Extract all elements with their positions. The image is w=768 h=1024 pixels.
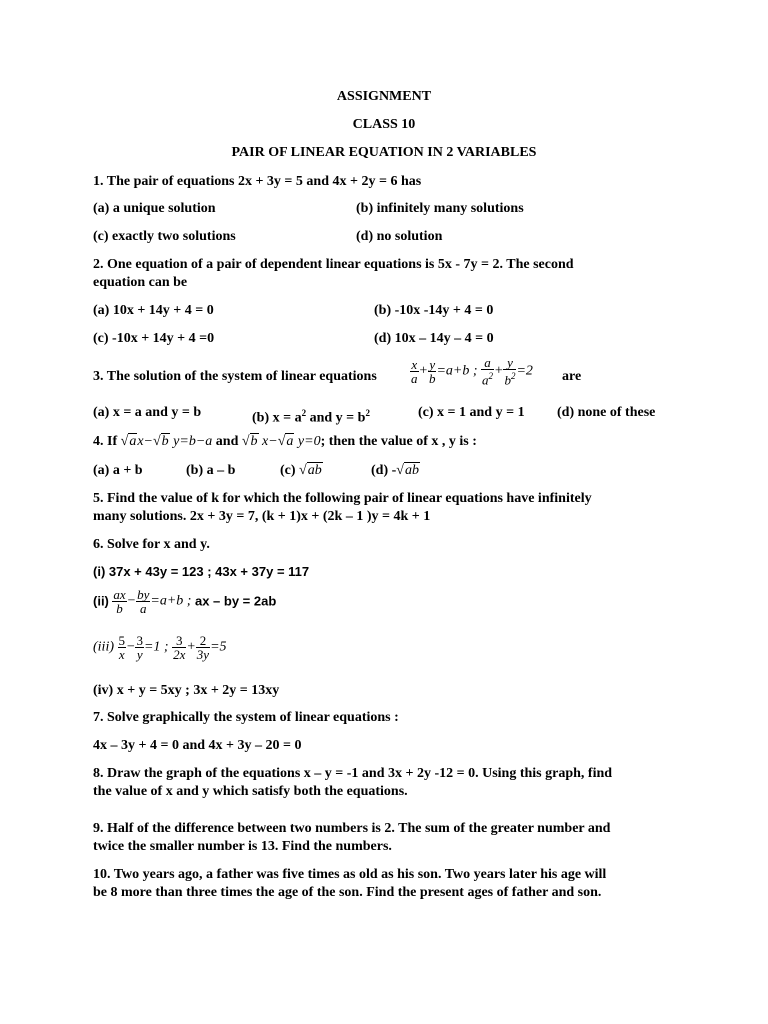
- fraction-5-over-x: $\frac{5}{x}$: [118, 633, 125, 662]
- q4-option-a: (a) a + b: [93, 463, 143, 478]
- fraction-x-over-a: $\frac{x}{a}$: [411, 356, 418, 386]
- question-10-line-1: 10. Two years ago, a father was five times as old as his son. Two years later his age will: [93, 867, 607, 882]
- fraction-ax-over-b: $\frac{ax}{b}$: [113, 587, 126, 616]
- question-3-tail: are: [562, 369, 582, 384]
- page-title: ASSIGNMENT: [336, 89, 432, 104]
- q4-option-c: (c) √ab: [280, 463, 322, 478]
- q3-option-b: (b) $x = a^2$ and $y = b^2$: [252, 408, 370, 426]
- sqrt-a-icon: √a: [277, 434, 294, 449]
- q6-part-i: (i) 37x + 43y = 123 ; 43x + 37y = 117: [93, 564, 310, 579]
- question-9-line-1: 9. Half of the difference between two numbers is 2. The sum of the greater number and: [93, 821, 611, 836]
- q3-equations: $\frac{x}{a}$ + $\frac{y}{b}$ =a+b ; $\frac{a}{a^2}$ + $\frac{y}{b^2}$ =2: [411, 355, 533, 388]
- fraction-y-over-b2: $\frac{y}{b^2}$: [504, 355, 516, 388]
- fraction-2-over-3y: $\frac{2}{3y}$: [196, 633, 210, 662]
- q6-part-iv: (iv) x + y = 5xy ; 3x + 2y = 13xy: [93, 683, 280, 698]
- question-5-line-2: many solutions. 2x + 3y = 7, (k + 1)x + (2k – 1 )y = 4k + 1: [93, 509, 431, 524]
- q2-option-c: (c) -10x + 14y + 4 =0: [93, 331, 215, 346]
- q1-option-b: (b) infinitely many solutions: [356, 201, 524, 216]
- question-2-line-2: equation can be: [93, 275, 188, 290]
- fraction-by-over-a: $\frac{by}{a}$: [137, 587, 150, 616]
- q6-part-iii: (iii) $\frac{5}{x}$ − $\frac{3}{y}$ =1 ; $\frac{3}{2x}$ + $\frac{2}{3y}$ =5: [93, 633, 227, 662]
- sqrt-a-icon: √a: [120, 434, 137, 449]
- q1-option-c: (c) exactly two solutions: [93, 229, 236, 244]
- q1-option-a: (a) a unique solution: [93, 201, 216, 216]
- q3-option-c: (c) x = 1 and y = 1: [418, 405, 525, 420]
- q3-option-d: (d) none of these: [557, 405, 656, 420]
- question-1: 1. The pair of equations 2x + 3y = 5 and 4x + 2y = 6 has: [93, 174, 422, 189]
- sqrt-b-icon: √b: [152, 434, 169, 449]
- fraction-y-over-b: $\frac{y}{b}$: [428, 356, 436, 386]
- question-2-line-1: 2. One equation of a pair of dependent linear equations is 5x - 7y = 2. The second: [93, 257, 574, 272]
- fraction-a-over-a2: $\frac{a}{a^2}$: [482, 355, 494, 388]
- sqrt-ab-icon: √ab: [299, 463, 322, 478]
- question-9-line-2: twice the smaller number is 13. Find the numbers.: [93, 839, 392, 854]
- question-7: 7. Solve graphically the system of linear equations :: [93, 710, 399, 725]
- sqrt-b-icon: √b: [241, 434, 258, 449]
- question-4: 4. If √ax−√b y=b−a and √b x−√a y=0; then the value of x , y is :: [93, 434, 477, 449]
- question-10-line-2: be 8 more than three times the age of the son. Find the present ages of father and son.: [93, 885, 602, 900]
- question-8-line-1: 8. Draw the graph of the equations x – y = -1 and 3x + 2y -12 = 0. Using this graph, find: [93, 766, 613, 781]
- question-8-line-2: the value of x and y which satisfy both the equations.: [93, 784, 408, 799]
- fraction-3-over-2x: $\frac{3}{2x}$: [173, 633, 186, 662]
- question-5-line-1: 5. Find the value of k for which the following pair of linear equations have infinitely: [93, 491, 592, 506]
- fraction-3-over-y: $\frac{3}{y}$: [136, 633, 143, 662]
- class-label: CLASS 10: [352, 117, 416, 132]
- sqrt-ab-icon: √ab: [396, 463, 419, 478]
- q2-option-a: (a) 10x + 14y + 4 = 0: [93, 303, 214, 318]
- q4-option-b: (b) a – b: [186, 463, 236, 478]
- q1-option-d: (d) no solution: [356, 229, 443, 244]
- question-3-lead: 3. The solution of the system of linear equations: [93, 369, 377, 384]
- q2-option-b: (b) -10x -14y + 4 = 0: [374, 303, 494, 318]
- q2-option-d: (d) 10x – 14y – 4 = 0: [374, 331, 494, 346]
- q3-option-a: (a) x = a and y = b: [93, 405, 202, 420]
- topic-heading: PAIR OF LINEAR EQUATION IN 2 VARIABLES: [231, 145, 537, 160]
- q4-option-d: (d) -√ab: [371, 463, 419, 478]
- question-6: 6. Solve for x and y.: [93, 537, 210, 552]
- q6-part-ii: (ii) $\frac{ax}{b}$ − $\frac{by}{a}$ =a+b ; ax – by = 2ab: [93, 587, 277, 616]
- q7-equations: 4x – 3y + 4 = 0 and 4x + 3y – 20 = 0: [93, 738, 302, 753]
